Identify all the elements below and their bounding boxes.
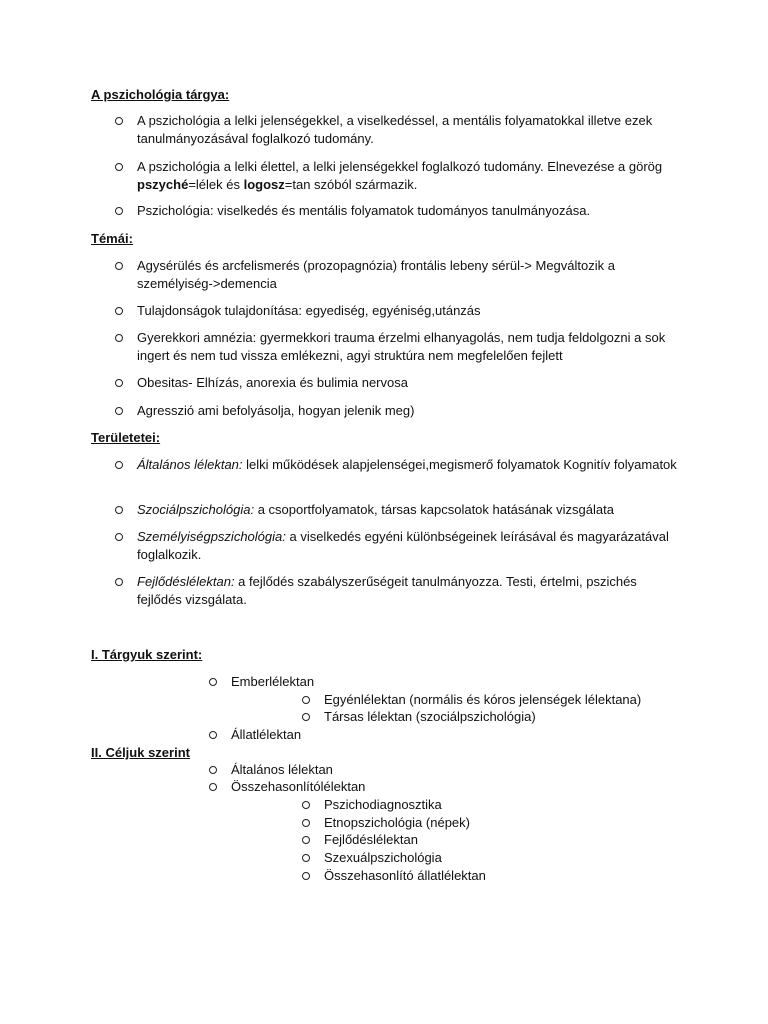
bullet-icon [209, 766, 217, 774]
targya-item-3: Pszichológia: viselkedés és mentális folyamatok tudományos tanulmányozása. [137, 203, 591, 218]
tree-allatlelektan: Állatlélektan [231, 727, 302, 742]
teruletei-item-3: Személyiségpszichológia: a viselkedés egyéni különbségeinek leírásával és magyarázatával foglalkozik. [137, 529, 669, 562]
temai-item-2: Tulajdonságok tulajdonítása: egyediség, egyéniség,utánzás [137, 303, 481, 318]
temai-item-3: Gyerekkori amnézia: gyermekkori trauma érzelmi elhanyagolás, nem tudja feldolgozni a sok ingert és nem tud vissza emlékezni, agyi struktúra nem megfelelően fejlett [137, 330, 666, 363]
tree-tarsas: Társas lélektan (szociálpszichológia) [324, 709, 536, 724]
temai-item-4: Obesitas- Elhízás, anorexia és bulimia nervosa [137, 375, 408, 390]
heading-targyuk: I. Tárgyuk szerint: [91, 647, 203, 662]
bullet-icon [115, 262, 123, 270]
bullet-icon [209, 678, 217, 686]
heading-celjuk: II. Céljuk szerint [91, 745, 190, 760]
tree-sub-5: Összehasonlító állatlélektan [324, 868, 486, 883]
bullet-icon [209, 783, 217, 791]
tree-egyenlelektan: Egyénlélektan (normális és kóros jelenségek lélektana) [324, 692, 642, 707]
temai-item-5: Agresszió ami befolyásolja, hogyan jelenik meg) [137, 403, 415, 418]
bullet-icon [115, 578, 123, 586]
bullet-icon [302, 713, 310, 721]
bullet-icon [209, 731, 217, 739]
tree-sub-1: Pszichodiagnosztika [324, 797, 442, 812]
bullet-icon [115, 533, 123, 541]
bullet-icon [115, 407, 123, 415]
tree-sub-4: Szexuálpszichológia [324, 850, 442, 865]
tree-osszehasonlito: Összehasonlítólélektan [231, 779, 366, 794]
bullet-icon [115, 379, 123, 387]
teruletei-item-1: Általános lélektan: lelki működések alapjelenségei,megismerő folyamatok Kognitív folyamatok [137, 457, 677, 472]
targya-item-1: A pszichológia a lelki jelenségekkel, a viselkedéssel, a mentális folyamatokkal illetve ezek tanulmányozásával foglalkozó tudomány. [137, 113, 653, 146]
tree-sub-2: Etnopszichológia (népek) [324, 815, 470, 830]
bullet-icon [302, 836, 310, 844]
bullet-icon [115, 117, 123, 125]
targya-item-2: A pszichológia a lelki élettel, a lelki jelenségekkel foglalkozó tudomány. Elnevezése a görög pszyché=lélek és logosz=tan szóból származik. [137, 159, 663, 192]
bullet-icon [115, 163, 123, 171]
bullet-icon [302, 819, 310, 827]
bullet-icon [302, 801, 310, 809]
tree-emberlelektan: Emberlélektan [231, 674, 315, 689]
teruletei-item-4: Fejlődéslélektan: a fejlődés szabályszerűségeit tanulmányozza. Testi, értelmi, pszichés fejlődés vizsgálata. [137, 574, 637, 607]
heading-temai: Témái: [91, 231, 133, 246]
teruletei-item-2: Szociálpszichológia: a csoportfolyamatok, társas kapcsolatok hatásának vizsgálata [137, 502, 614, 517]
bullet-icon [302, 854, 310, 862]
tree-altalanos: Általános lélektan [231, 762, 333, 777]
heading-teruletei: Területetei: [91, 430, 161, 445]
bullet-icon [115, 207, 123, 215]
bullet-icon [115, 461, 123, 469]
temai-item-1: Agysérülés és arcfelismerés (prozopagnózia) frontális lebeny sérül-> Megváltozik a személyiség->demencia [137, 258, 615, 291]
bullet-icon [302, 872, 310, 880]
bullet-icon [115, 334, 123, 342]
tree-sub-3: Fejlődéslélektan [324, 832, 418, 847]
heading-targya: A pszichológia tárgya: [91, 87, 230, 102]
bullet-icon [115, 307, 123, 315]
bullet-icon [115, 506, 123, 514]
bullet-icon [302, 696, 310, 704]
